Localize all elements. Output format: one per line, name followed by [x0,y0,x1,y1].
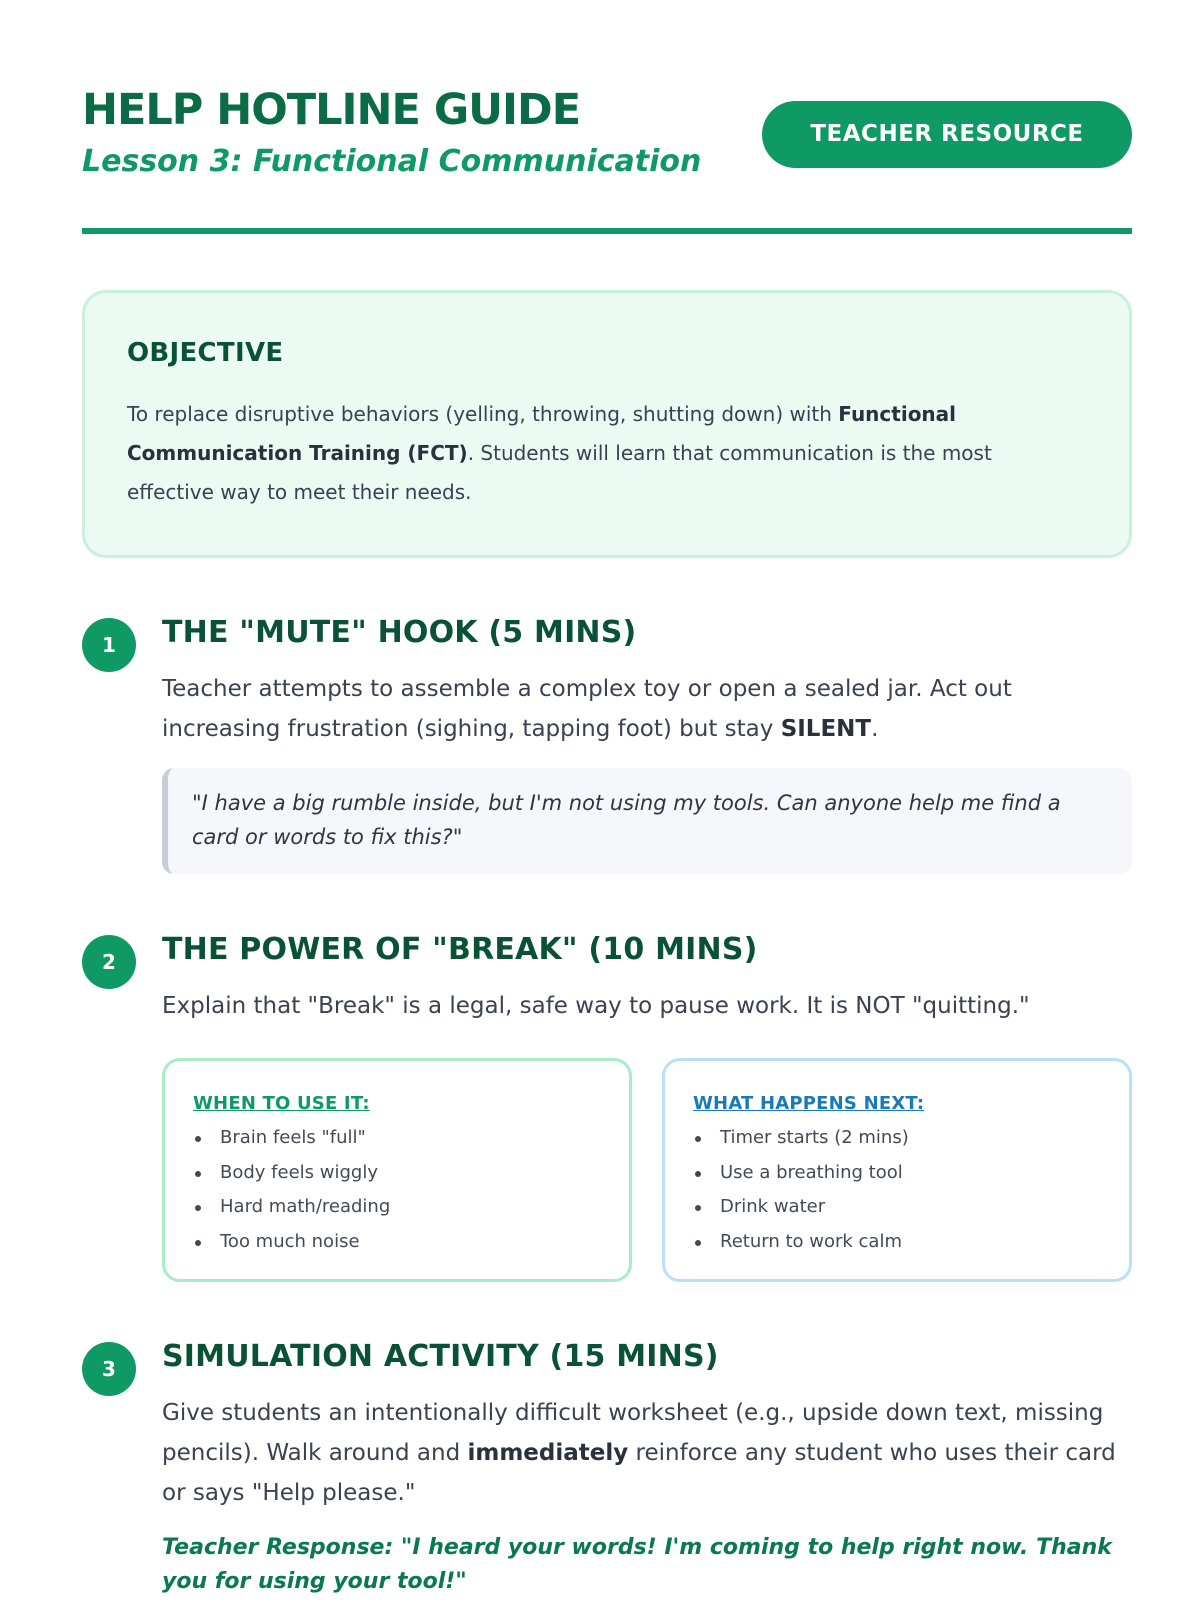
card-heading: WHAT HAPPENS NEXT: [693,1093,925,1114]
when-to-use-card [162,1058,632,1282]
list-item: Use a breathing tool [693,1156,1101,1191]
teacher-quote: "I have a big rumble inside, but I'm not using my tools. Can anyone help me find a card or words to fix this?" [162,768,1132,874]
list-item: Brain feels "full" [193,1121,601,1156]
list-item: Timer starts (2 mins) [693,1121,1101,1156]
objective-text [127,395,1027,512]
what-happens-next-card [662,1058,1132,1282]
step-description [162,1393,1132,1513]
teacher-response: Teacher Response: "I heard your words! I'm coming to help right now. Thank you for using your tool!" [162,1535,1112,1594]
step-number-badge: 2 [82,935,136,989]
step-description [162,669,1132,749]
step-text-part: . [871,716,879,742]
step-text-bold: immediately [467,1440,629,1466]
header-divider [82,228,1132,234]
step-text-part: Give students an intentionally difficult worksheet (e.g., upside down text, missing pencils). Walk around and [162,1400,1104,1466]
objective-text-bold: Functional Communication Training (FCT) [127,402,957,465]
bullet-list [193,1121,601,1259]
list-item: Too much noise [193,1225,601,1260]
step-title: THE POWER OF "BREAK" (10 MINS) [162,932,758,967]
list-item: Hard math/reading [193,1190,601,1225]
bullet-list [693,1121,1101,1259]
page-subtitle: Lesson 3: Functional Communication [82,144,702,179]
header [82,82,1132,232]
list-item: Drink water [693,1190,1101,1225]
list-item: Return to work calm [693,1225,1101,1260]
step-title: THE "MUTE" HOOK (5 MINS) [162,615,637,650]
objective-box [82,290,1132,558]
step-title: SIMULATION ACTIVITY (15 MINS) [162,1339,719,1374]
step-text-part: Teacher attempts to assemble a complex toy or open a sealed jar. Act out increasing frustration (sighing, tapping foot) but stay [162,676,1012,742]
list-item: Body feels wiggly [193,1156,601,1191]
step-number-badge: 1 [82,618,136,672]
objective-text-part: To replace disruptive behaviors (yelling, throwing, shutting down) with [127,402,839,426]
step-text-bold: SILENT [780,716,872,742]
step-description: Explain that "Break" is a legal, safe way to pause work. It is NOT "quitting." [162,993,1030,1019]
teacher-resource-badge: TEACHER RESOURCE [762,101,1132,168]
page-title: HELP HOTLINE GUIDE [82,85,581,135]
lesson-page [82,0,1132,1600]
objective-text-part: . Students will learn that communication is the most effective way to meet their needs. [127,441,992,504]
card-heading: WHEN TO USE IT: [193,1093,370,1114]
step-text-part: reinforce any student who uses their card or says "Help please." [162,1440,1116,1506]
objective-heading: OBJECTIVE [127,338,284,368]
step-number-badge: 3 [82,1342,136,1396]
